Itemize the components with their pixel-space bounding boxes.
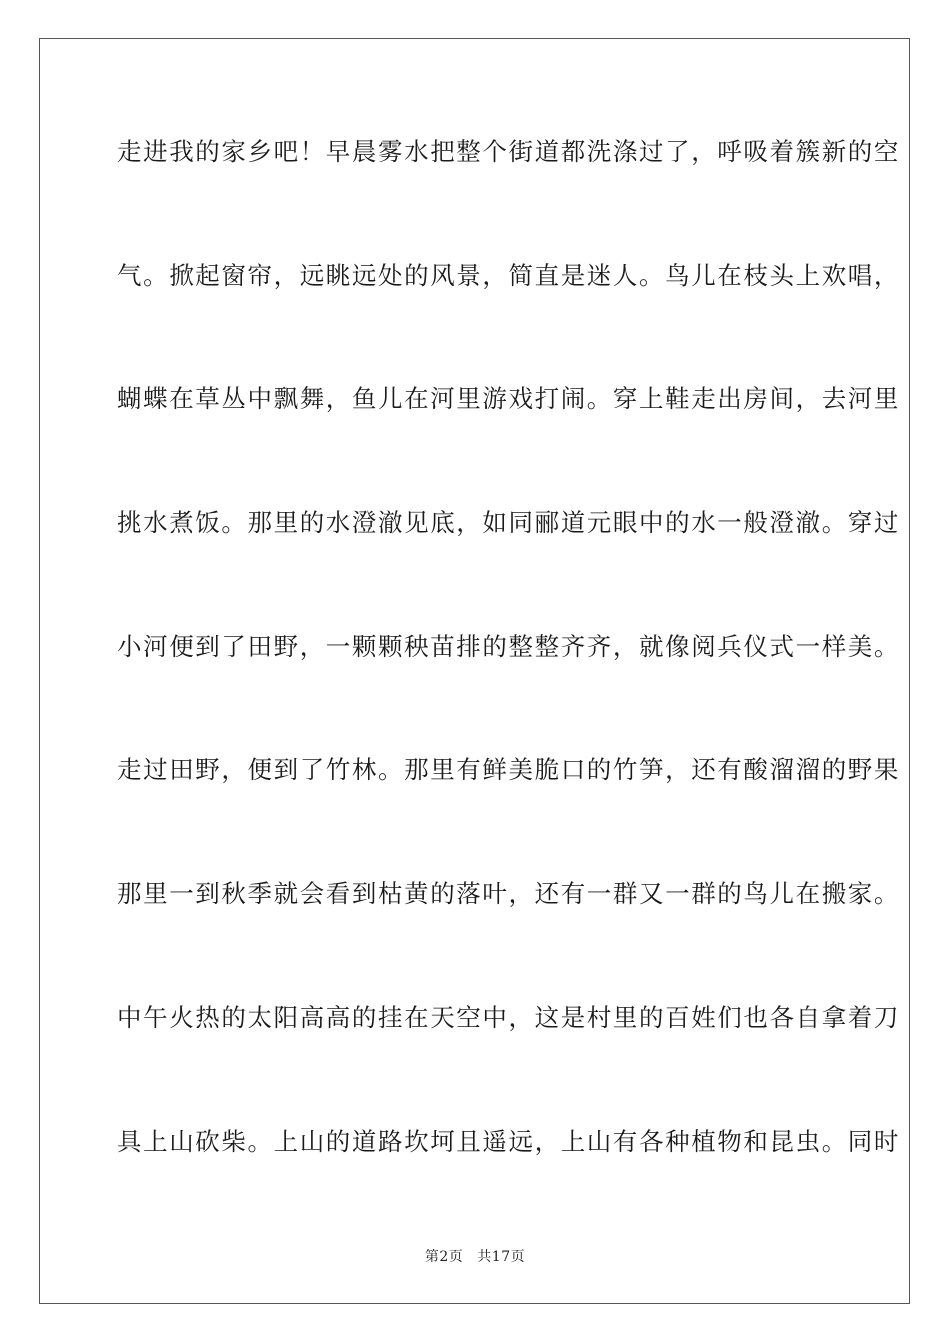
text-line: 具上山砍柴。上山的道路坎坷且遥远，上山有各种植物和昆虫。同时 — [117, 1126, 900, 1156]
text-line: 中午火热的太阳高高的挂在天空中，这是村里的百姓们也各自拿着刀 — [117, 1002, 900, 1032]
text-line: 走进我的家乡吧！早晨雾水把整个街道都洗涤过了，呼吸着簇新的空 — [117, 137, 900, 166]
text-line: 那里一到秋季就会看到枯黄的落叶，还有一群又一群的鸟儿在搬家。 — [117, 879, 900, 909]
document-body — [117, 126, 900, 1239]
total-pages: 共17页 — [477, 1249, 526, 1265]
page-footer — [0, 1246, 950, 1266]
text-line: 蝴蝶在草丛中飘舞，鱼儿在河里游戏打闹。穿上鞋走出房间，去河里 — [117, 384, 900, 414]
text-line: 挑水煮饭。那里的水澄澈见底，如同郦道元眼中的水一般澄澈。穿过 — [117, 508, 900, 538]
text-line: 气。掀起窗帘，远眺远处的风景，简直是迷人。鸟儿在枝头上欢唱， — [117, 260, 900, 290]
text-line: 小河便到了田野，一颗颗秧苗排的整整齐齐，就像阅兵仪式一样美。 — [117, 631, 900, 661]
page-number: 第2页 — [424, 1249, 464, 1265]
text-line: 走过田野，便到了竹林。那里有鲜美脆口的竹笋，还有酸溜溜的野果 — [117, 755, 900, 785]
